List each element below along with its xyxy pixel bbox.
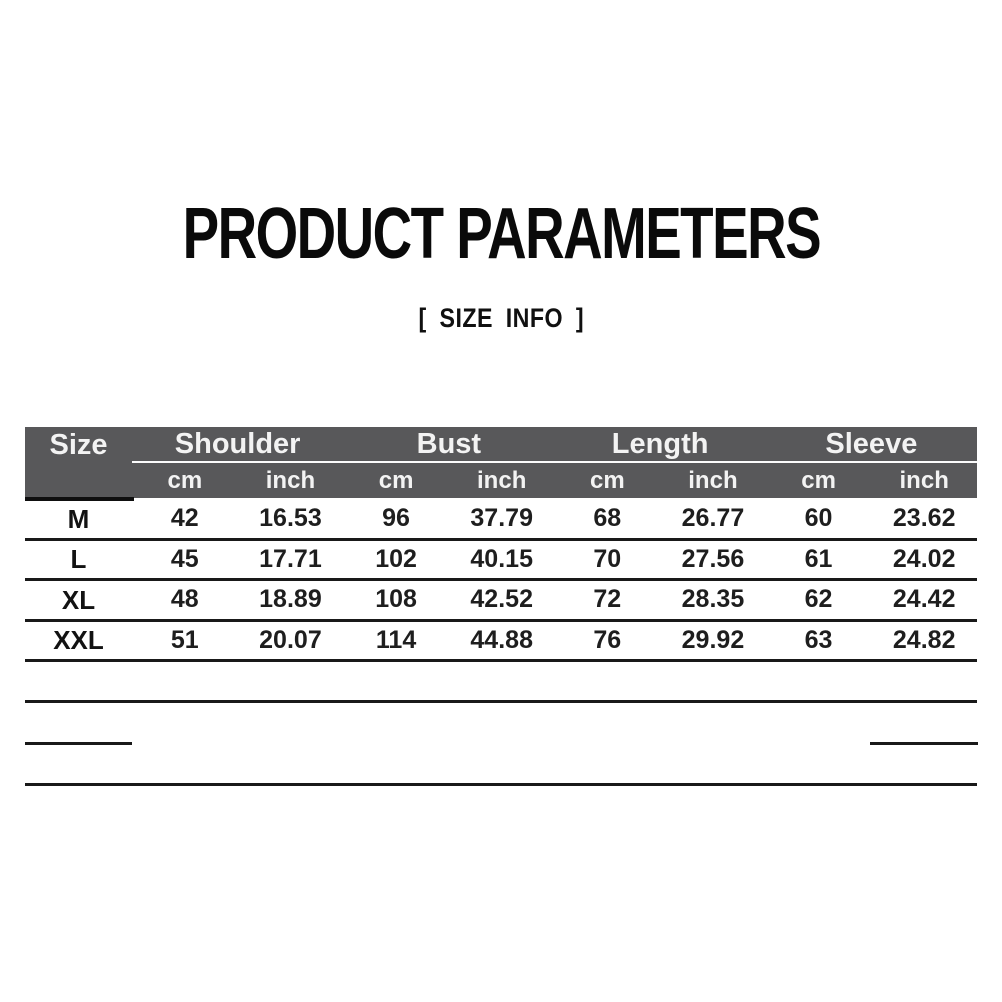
value-cell: 23.62 xyxy=(892,504,956,533)
value-cell: 37.79 xyxy=(470,504,533,533)
size-cell: L xyxy=(70,544,87,575)
empty-ruled-row xyxy=(25,662,977,703)
size-cell: XL xyxy=(61,584,96,615)
value-cell: 76 xyxy=(593,625,622,654)
subtitle-row xyxy=(0,303,1002,334)
size-cell: M xyxy=(67,503,90,534)
column-group-bust: Bust xyxy=(343,427,554,463)
value-cell: 114 xyxy=(375,625,417,654)
unit-header-shoulder-inch: inch xyxy=(265,466,316,494)
value-cell: 24.82 xyxy=(892,625,956,654)
value-cell: 18.89 xyxy=(259,585,322,614)
value-cell: 48 xyxy=(170,585,199,614)
value-cell: 28.35 xyxy=(681,585,745,614)
partial-ruled-row xyxy=(25,703,978,745)
title-row xyxy=(0,194,1002,274)
value-cell: 70 xyxy=(593,544,622,573)
size-info-subtitle: [ SIZE INFO ] xyxy=(418,303,584,333)
unit-header-shoulder-cm: cm xyxy=(167,466,203,494)
value-cell: 20.07 xyxy=(259,625,322,654)
unit-header-length-inch: inch xyxy=(688,466,738,494)
value-cell: 62 xyxy=(804,585,833,614)
value-cell: 40.15 xyxy=(470,544,533,573)
table-header xyxy=(25,427,977,498)
unit-header-sleeve-cm: cm xyxy=(801,466,836,494)
page-title: PRODUCT PARAMETERS xyxy=(182,194,820,274)
column-group-shoulder: Shoulder xyxy=(132,427,343,463)
table-row xyxy=(25,622,977,663)
value-cell: 51 xyxy=(170,625,199,654)
table-row xyxy=(25,500,977,541)
value-cell: 108 xyxy=(375,585,417,614)
table-body xyxy=(25,500,977,662)
value-cell: 42.52 xyxy=(470,585,533,614)
table-row xyxy=(25,541,977,582)
table-row xyxy=(25,581,977,622)
empty-ruled-row xyxy=(25,745,977,786)
unit-header-length-cm: cm xyxy=(589,466,625,494)
value-cell: 61 xyxy=(804,544,833,573)
column-group-sleeve: Sleeve xyxy=(766,427,977,463)
value-cell: 96 xyxy=(382,504,410,533)
value-cell: 44.88 xyxy=(470,625,533,654)
value-cell: 24.42 xyxy=(892,585,956,614)
column-header-size: Size xyxy=(49,428,108,461)
value-cell: 72 xyxy=(593,585,622,614)
value-cell: 60 xyxy=(804,504,833,533)
value-cell: 27.56 xyxy=(681,544,745,573)
value-cell: 68 xyxy=(593,504,622,533)
value-cell: 16.53 xyxy=(259,504,322,533)
unit-header-sleeve-inch: inch xyxy=(899,466,949,494)
column-group-length: Length xyxy=(555,427,766,463)
value-cell: 42 xyxy=(170,504,199,533)
value-cell: 63 xyxy=(804,625,833,654)
value-cell: 102 xyxy=(375,544,417,573)
unit-header-bust-cm: cm xyxy=(378,466,414,494)
unit-header-bust-inch: inch xyxy=(477,466,527,494)
value-cell: 24.02 xyxy=(892,544,956,573)
value-cell: 29.92 xyxy=(681,625,745,654)
value-cell: 45 xyxy=(170,544,199,573)
value-cell: 17.71 xyxy=(259,544,322,573)
value-cell: 26.77 xyxy=(681,504,745,533)
size-cell: XXL xyxy=(53,625,104,656)
